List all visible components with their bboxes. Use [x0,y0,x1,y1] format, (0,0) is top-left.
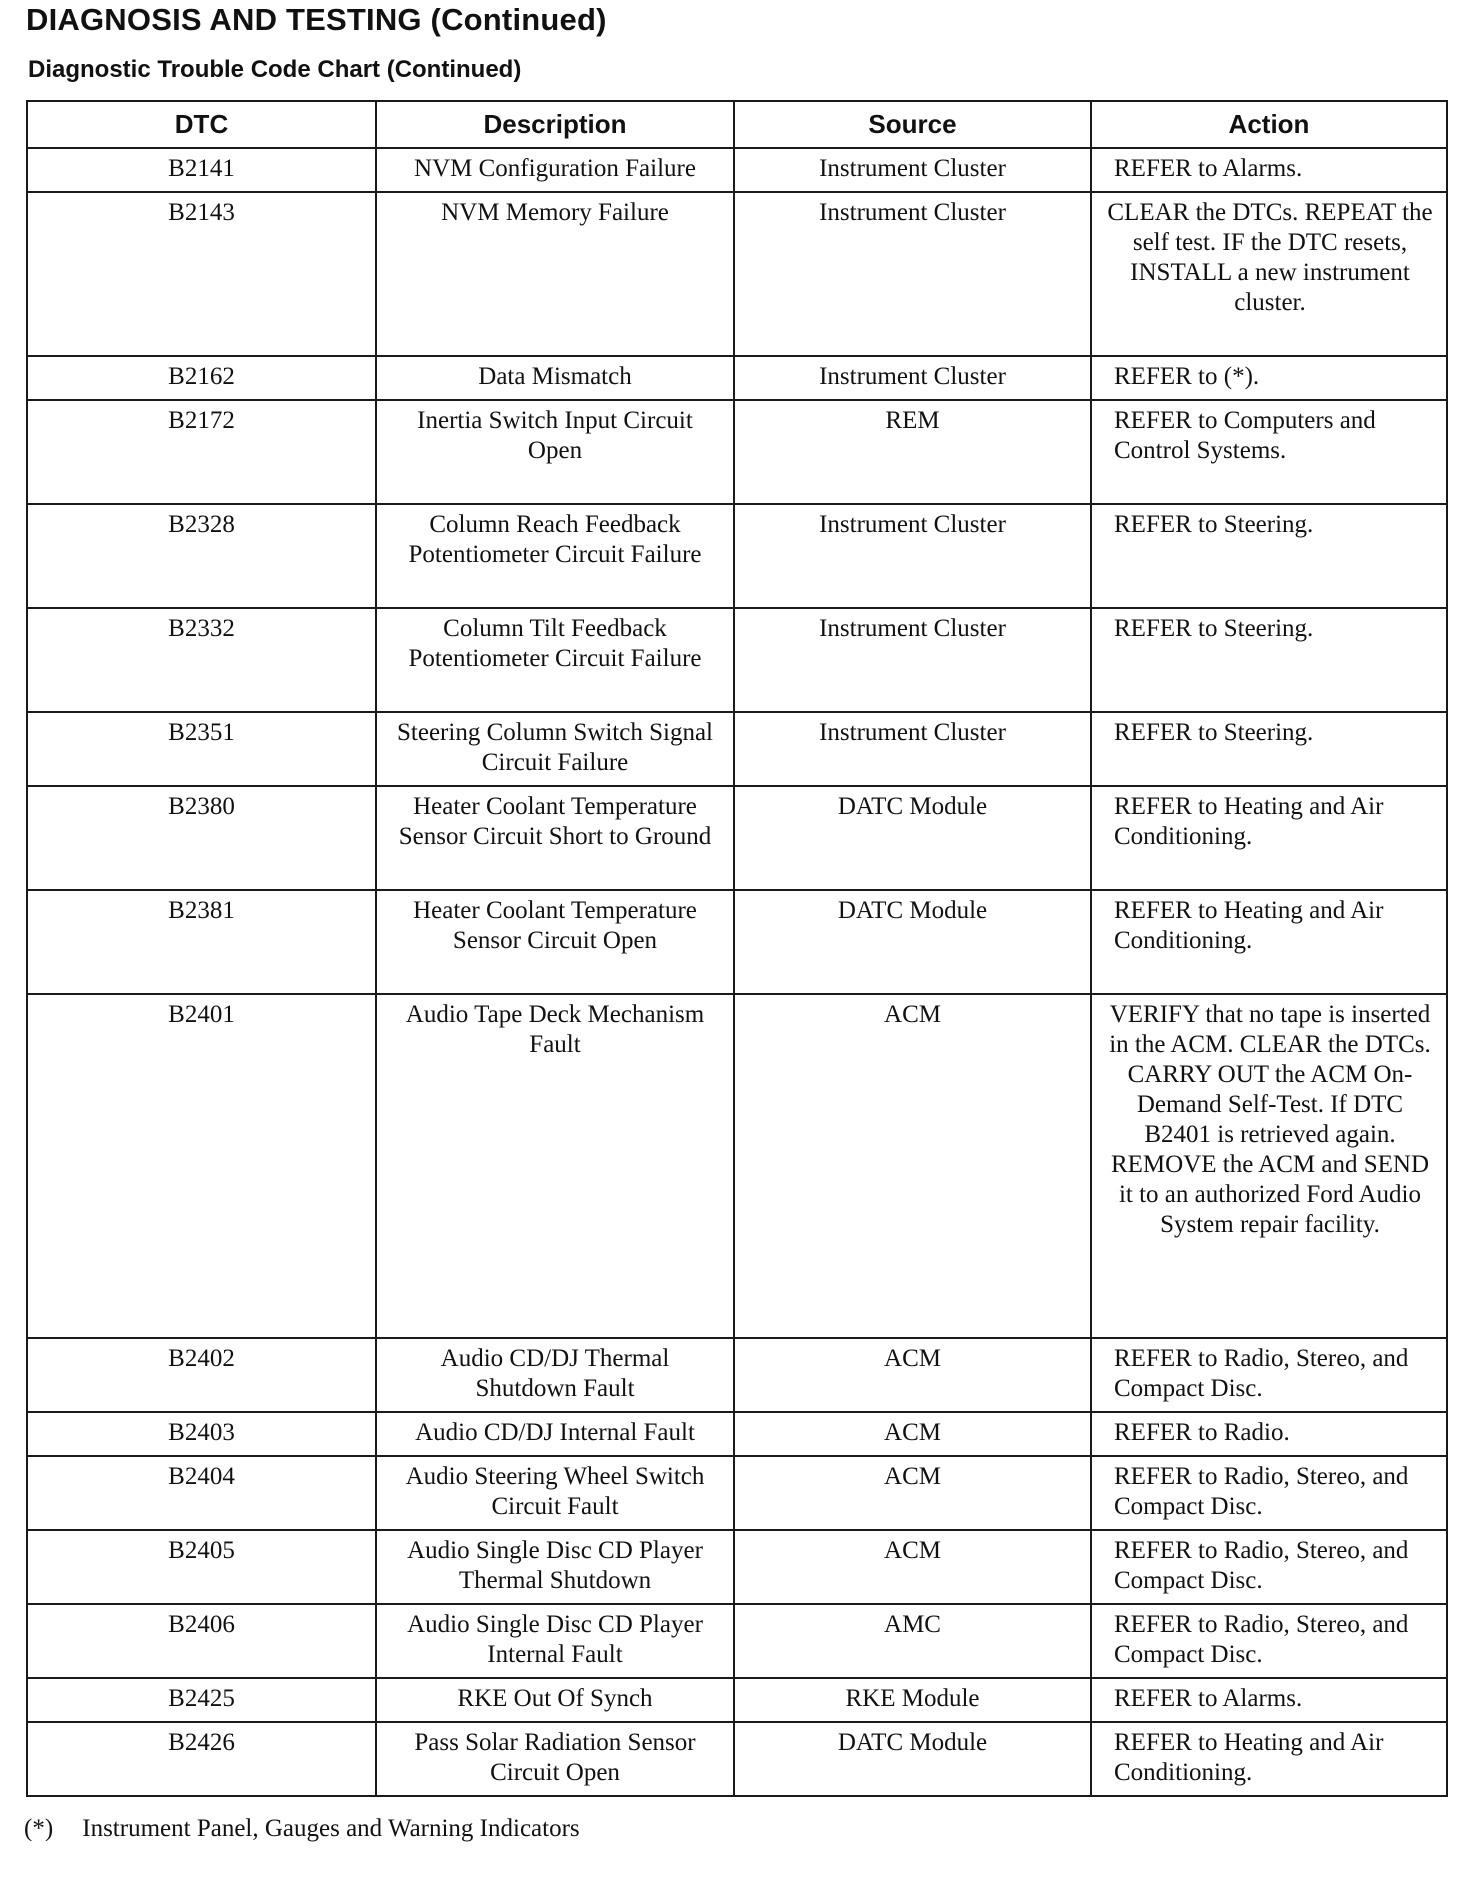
action-cell: CLEAR the DTCs. REPEAT the self test. IF the DTC resets, INSTALL a new instrument cluster. [1091,192,1447,356]
source-cell: Instrument Cluster [734,504,1091,608]
action-cell: REFER to Alarms. [1091,1678,1447,1722]
dtc-cell: B2351 [27,712,376,786]
column-header-action: Action [1091,101,1447,148]
source-cell: Instrument Cluster [734,712,1091,786]
source-cell: ACM [734,1338,1091,1412]
table-row [27,400,1447,504]
description-cell: RKE Out Of Synch [376,1678,734,1722]
dtc-cell: B2143 [27,192,376,356]
action-cell: REFER to Computers and Control Systems. [1091,400,1447,504]
section-title: Diagnostic Trouble Code Chart (Continued) [28,56,522,83]
action-cell: REFER to Radio. [1091,1412,1447,1456]
action-cell: REFER to Radio, Stereo, and Compact Disc. [1091,1456,1447,1530]
table-header-row [27,101,1447,148]
description-cell: NVM Configuration Failure [376,148,734,192]
description-cell: Inertia Switch Input Circuit Open [376,400,734,504]
table-row [27,608,1447,712]
table-row [27,1530,1447,1604]
description-cell: Column Reach Feedback Potentiometer Circuit Failure [376,504,734,608]
dtc-cell: B2328 [27,504,376,608]
action-cell: REFER to Radio, Stereo, and Compact Disc. [1091,1338,1447,1412]
table-row [27,890,1447,994]
column-header-description: Description [376,101,734,148]
dtc-cell: B2332 [27,608,376,712]
action-cell: REFER to Steering. [1091,712,1447,786]
table-row [27,1604,1447,1678]
dtc-cell: B2405 [27,1530,376,1604]
description-cell: Heater Coolant Temperature Sensor Circuit Open [376,890,734,994]
source-cell: AMC [734,1604,1091,1678]
action-cell: REFER to Alarms. [1091,148,1447,192]
footnote [24,1815,580,1843]
table-row [27,148,1447,192]
source-cell: ACM [734,1456,1091,1530]
source-cell: DATC Module [734,890,1091,994]
column-header-dtc: DTC [27,101,376,148]
source-cell: ACM [734,1530,1091,1604]
column-header-source: Source [734,101,1091,148]
description-cell: Audio Tape Deck Mechanism Fault [376,994,734,1338]
table-row [27,712,1447,786]
description-cell: Audio CD/DJ Internal Fault [376,1412,734,1456]
description-cell: Audio Single Disc CD Player Thermal Shutdown [376,1530,734,1604]
source-cell: Instrument Cluster [734,608,1091,712]
action-cell: REFER to (*). [1091,356,1447,400]
footnote-text: Instrument Panel, Gauges and Warning Indicators [82,1815,580,1842]
source-cell: REM [734,400,1091,504]
action-cell: REFER to Heating and Air Conditioning. [1091,1722,1447,1796]
footnote-mark: (*) [24,1815,54,1842]
source-cell: ACM [734,1412,1091,1456]
table-row [27,192,1447,356]
description-cell: Data Mismatch [376,356,734,400]
table-row [27,504,1447,608]
source-cell: Instrument Cluster [734,356,1091,400]
action-cell: REFER to Steering. [1091,608,1447,712]
table-row [27,1722,1447,1796]
table-row [27,1412,1447,1456]
source-cell: DATC Module [734,786,1091,890]
action-cell: REFER to Radio, Stereo, and Compact Disc. [1091,1530,1447,1604]
description-cell: Audio CD/DJ Thermal Shutdown Fault [376,1338,734,1412]
dtc-cell: B2380 [27,786,376,890]
dtc-cell: B2401 [27,994,376,1338]
dtc-cell: B2172 [27,400,376,504]
action-cell: REFER to Steering. [1091,504,1447,608]
description-cell: Steering Column Switch Signal Circuit Failure [376,712,734,786]
dtc-cell: B2381 [27,890,376,994]
source-cell: DATC Module [734,1722,1091,1796]
description-cell: Audio Single Disc CD Player Internal Fault [376,1604,734,1678]
action-cell: REFER to Heating and Air Conditioning. [1091,786,1447,890]
dtc-cell: B2162 [27,356,376,400]
description-cell: Column Tilt Feedback Potentiometer Circuit Failure [376,608,734,712]
description-cell: Pass Solar Radiation Sensor Circuit Open [376,1722,734,1796]
description-cell: NVM Memory Failure [376,192,734,356]
table-row [27,1456,1447,1530]
action-cell: REFER to Radio, Stereo, and Compact Disc. [1091,1604,1447,1678]
table-row [27,786,1447,890]
dtc-cell: B2403 [27,1412,376,1456]
action-cell: VERIFY that no tape is inserted in the ACM. CLEAR the DTCs. CARRY OUT the ACM On-Demand Self-Test. If DTC B2401 is retrieved again. REMOVE the ACM and SEND it to an authorized Ford Audio System repair facility. [1091,994,1447,1338]
description-cell: Audio Steering Wheel Switch Circuit Fault [376,1456,734,1530]
dtc-cell: B2425 [27,1678,376,1722]
table-row [27,356,1447,400]
table-row [27,1338,1447,1412]
source-cell: Instrument Cluster [734,192,1091,356]
page-title: DIAGNOSIS AND TESTING (Continued) [26,2,607,37]
dtc-cell: B2402 [27,1338,376,1412]
table-row [27,1678,1447,1722]
source-cell: Instrument Cluster [734,148,1091,192]
source-cell: ACM [734,994,1091,1338]
description-cell: Heater Coolant Temperature Sensor Circuit Short to Ground [376,786,734,890]
dtc-table [26,100,1448,1797]
dtc-cell: B2406 [27,1604,376,1678]
table-row [27,994,1447,1338]
dtc-cell: B2404 [27,1456,376,1530]
source-cell: RKE Module [734,1678,1091,1722]
dtc-cell: B2141 [27,148,376,192]
action-cell: REFER to Heating and Air Conditioning. [1091,890,1447,994]
dtc-cell: B2426 [27,1722,376,1796]
